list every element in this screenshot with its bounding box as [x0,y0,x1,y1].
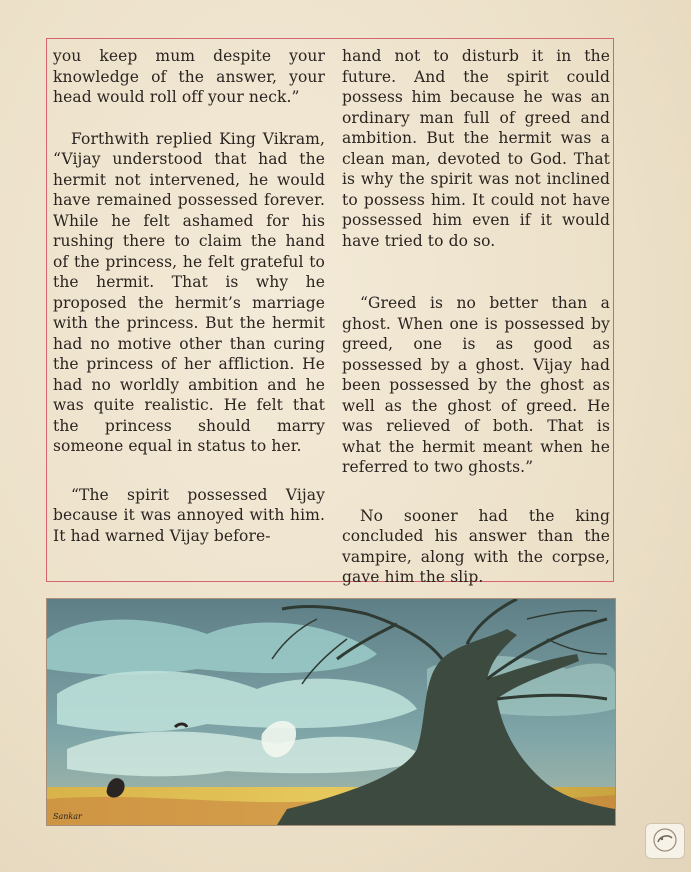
right-column [342,46,610,588]
right-para-2: “Greed is no better than a ghost. When one is possessed by greed, one is as good as possessed by a ghost. Vijay had been possessed by the ghost as well as the ghost of greed. He was relieved of both. That is what the hermit meant when he referred to two ghosts.” [342,294,610,476]
left-para-3: “The spirit possessed Vijay because it was annoyed with him. It had warned Vijay before- [53,485,325,545]
left-para-1: you keep mum despite your knowledge of the answer, your head would roll off your neck.” [53,47,325,106]
right-para-1: hand not to disturb it in the future. And the spirit could possess him because he was an ordinary man full of greed and ambition. But the hermit was a clean man, devoted to God. That is why the spirit was not inclined to possess him. It could not have possessed him even if it would have tried to do so. [342,47,610,250]
story-illustration [46,598,616,826]
publisher-logo [645,823,685,859]
left-column [53,46,325,546]
right-para-3: No sooner had the king concluded his answer than the vampire, along with the corpse, gave him the slip. [342,506,610,586]
artist-signature: Sankar [53,812,82,821]
left-para-2: Forthwith replied King Vikram, “Vijay understood that had the hermit not intervened, he would have remained possessed forever. While he felt ashamed for his rushing there to claim the hand of the princess, he felt grateful to the hermit. That is why he proposed the hermit’s marriage with the princess. But the hermit had no motive other than curing the princess of her affliction. He had no worldly ambition and he was quite realistic. He felt that the princess should marry someone equal in status to her. [53,129,325,455]
